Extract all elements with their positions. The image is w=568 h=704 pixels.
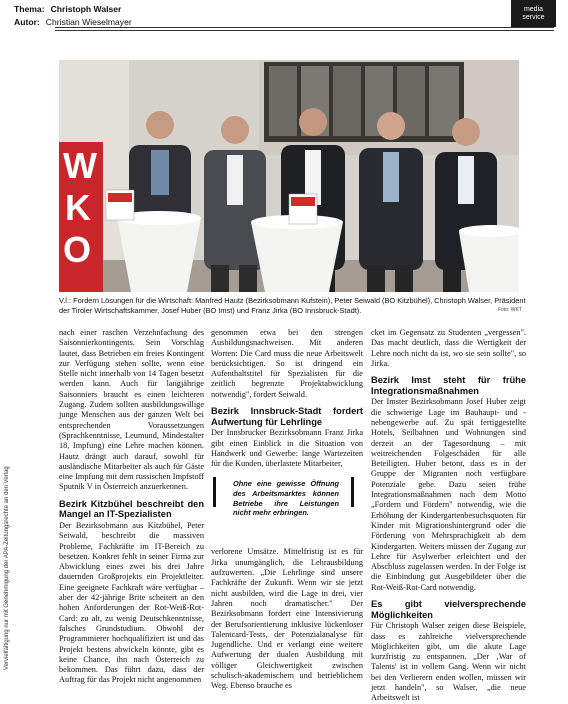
header-rule-2 [55, 30, 554, 31]
col2-paragraph-1: genommen etwa bei den strengen Ausbildungsnachweisen. Mit anderen Worten: Die Card muss die neue Arbeitswelt berücksichtigen. So ist dringend ein Aufenthaltstitel für Spezialisten für die zeitlich begrenzte Projektabwicklung notwendig", fordert Seiwald. [211, 328, 363, 399]
photo-credit: Foto: WKT [498, 307, 522, 313]
col3-paragraph-3: Für Christoph Walser zeigen diese Beispiele, dass es zahlreiche vielversprechende Möglichkeiten gibt, um die akute Lage kurzfristig zu entspannen. „Der ‚War of Talents' ist in vollem Gang. Wenn wir nicht bei den Verlierern enden wollen, müssen wir jetzt handeln", so Walser, „die neue Arbeitswelt ist [371, 621, 526, 703]
thema-line [14, 4, 121, 14]
press-photo [59, 60, 519, 292]
col2-paragraph-2-cont: verlorene Umsätze. Mittelfristig ist es für Jirka unumgänglich, die Lehrausbildung aufzuwerten. „Die Lehrlinge sind unsere Fachkräfte der Zukunft. Wenn wir sie jetzt nicht ausbilden, wird die Lage in drei, vier Jahren noch dramatischer." Der Bezirksobmann fordert eine Intensivierung der Berufsorientierung inklusive lückenloser Talentcard-Tests, der Potenzialanalyse für Jugendliche. Und er verlangt eine weitere Aufwertung der dualen Ausbildung mit völliger Gleichwertigkeit zwischen schulisch-akademischem und betrieblichem Weg. Ebenso brauche es [211, 547, 363, 691]
thema-value: Christoph Walser [50, 4, 122, 14]
col1-paragraph-2: Der Bezirksobmann aus Kitzbühel, Peter Seiwald, beschreibt die massiven Probleme, Fachkräfte im IT-Bereich zu besetzen. Konkret fehlt in seiner Firma zur Abwicklung eines zwei bis drei Jahre dauernden Großprojekts ein Projektleiter. Eine geeignete Fachkraft wäre verfügbar – aber der 42-jährige Brite scheitert an den hohen Anforderungen der Rot-Weiß-Rot-Card: zu alt, zu wenig Deutschkenntnisse, falsches Grundstudium. Obwohl der Programmierer hochqualifiziert ist und das Projekt bestens abwickeln könnte, gibt es keine Chance, ihn nach Österreich zu bekommen. Das führt dazu, dass der Auftrag für das Projekt nicht angenommen [59, 520, 204, 685]
press-photo-illustration [59, 60, 519, 292]
col1-heading-kitzbuehel: Bezirk Kitzbühel beschreibt den Mangel an IT-Spezialisten [59, 498, 204, 520]
autor-label: Autor: [14, 17, 40, 27]
col3-paragraph-1: cket im Gegensatz zu Studenten „vergessen". Das macht deutlich, dass die Wertigkeit der Lehre noch nicht da ist, wo sie sein sollte", so Jirka. [371, 328, 526, 368]
col2-paragraph-2: Der Innsbrucker Bezirksobmann Franz Jirka gibt einen Einblick in die Situation von Handwerk und Gewerbe: lange Wartezeiten für die Kunden, überlastete Mitarbeiter, [211, 428, 363, 469]
header-rule [55, 27, 554, 28]
table-3 [459, 225, 519, 292]
quote-mark-close [351, 477, 354, 507]
badge-line2: service [522, 14, 545, 21]
badge-line1: media [523, 6, 544, 13]
autor-value: Christian Wieselmayer [45, 17, 132, 27]
pull-quote [211, 477, 363, 539]
col3-paragraph-2: Der Imster Bezirksobmann Josef Huber zeigt die schwierige Lage im Bauhaupt- und -nebengewerbe auf. Zu spät fertiggestellte Hotels, Seilbahnen und Wohnungen sind derzeit an der Tagesordnung – mit weitreichenden Folgeschäden für alle Beteiligten. Huber betont, dass es in der Gruppe der Migranten noch verfügbare Potenziale gebe. Dazu seien frühe Integrationsmaßnahmen nach dem Motto „Fordern und Fördern" notwendig, wie die Erhöhung der Kindergartenbesuchsquoten für Kinder mit Migrationshintergrund oder die Förderung von Mehrsprachigkeit ab dem Kindergarten. Weiters müssen der Zugang zur Lehre für Asylwerber erleichtert und der Abschluss zugelassen werden. In der Folge ist die Einbindung gut Ausgebildeter über die Rot-Weiß-Rot-Card notwendig. [371, 397, 526, 592]
col1-paragraph-1: nach einer raschen Verzehnfachung des Saisonnierkontingents. Sein Vorschlag lautet, dass Betrieben ein freies Kontingent zur Verfügung stehen sollte, wenn eine Stelle nicht innerhalb von 14 Tagen besetzt werden kann. Auch für langjährige Saisonniers braucht es einen leichteren Zugang. Zudem sollten ausbildungswillige junge Menschen aus der ganzen Welt bei entsprechenden Voraussetzungen (Sprachkenntnisse, Leumund, Mindestalter 18, Impfung) eine Lehre machen können. Hautz drängt auch darauf, sowohl für ausländische Mitarbeiter als auch für Gäste eine Impfung mit dem russischen Impfstoff Sputnik V in Österreich anzuerkennen. [59, 328, 204, 492]
pull-quote-text: Ohne eine gewisse Öffnung des Arbeitsmarktes können Betriebe ihre Leistungen nicht mehr erbringen. [233, 479, 339, 518]
side-copyright-text: Vervielfältigung nur mit Genehmigung der APA-Zeitungsrechte an den Verlag [4, 466, 10, 670]
col3-heading-imst: Bezirk Imst steht für frühe Integrationsmaßnahmen [371, 375, 526, 396]
autor-line [14, 17, 132, 27]
article-column-1 [59, 328, 204, 686]
article-column-3 [371, 328, 526, 704]
wko-letter-o: O [63, 229, 92, 270]
photo-caption: V.l.: Fordern Lösungen für die Wirtschaft: Manfred Hautz (Bezirksobmann Kufstein), Peter Seiwald (BO Kitzbühel), Christoph Walser, Präsident der Tiroler Wirtschaftskammer, Josef Huber (BO Imst) und Franz Jirka (BO Innsbruck-Stadt). [59, 296, 526, 315]
thema-label: Thema: [14, 4, 45, 14]
wko-letter-k: K [65, 187, 91, 228]
wko-letter-w: W [63, 145, 97, 186]
media-service-badge [511, 0, 556, 27]
side-copyright [4, 466, 12, 670]
article-column-2 [211, 328, 363, 692]
col2-heading-innsbruck: Bezirk Innsbruck-Stadt fordert Aufwertung für Lehrlinge [211, 406, 363, 427]
col3-heading-moeglichkeiten: Es gibt vielversprechende Möglichkeiten [371, 599, 526, 620]
quote-mark-open [213, 477, 216, 507]
